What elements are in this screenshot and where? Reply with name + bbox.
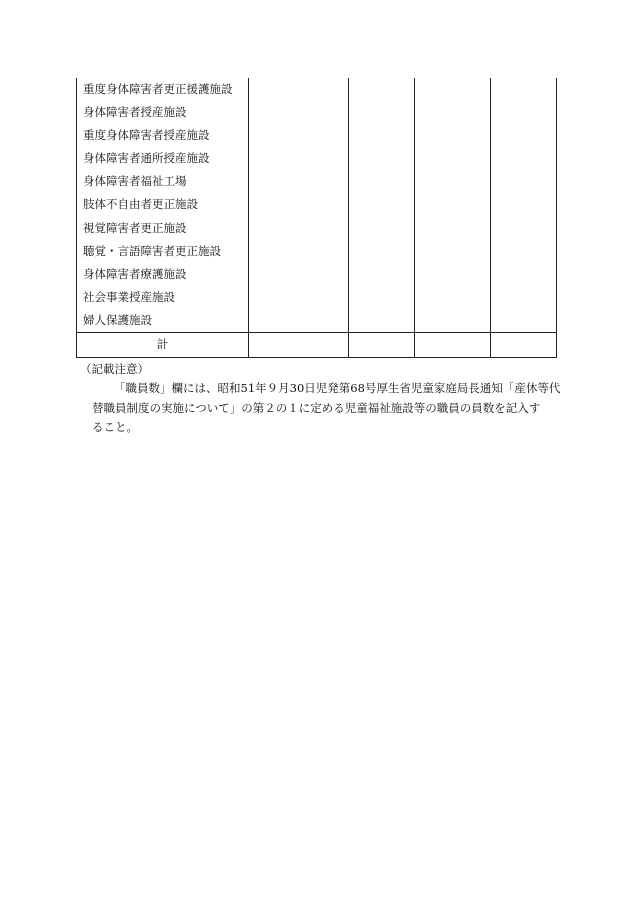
facility-name-cell: 肢体不自由者更正施設 [77,193,249,216]
value-cell [349,193,415,216]
total-value-cell [349,332,415,357]
value-cell [249,170,349,193]
facility-staff-table [76,78,557,358]
value-cell [415,263,491,286]
facility-name-cell: 社会事業授産施設 [77,286,249,309]
value-cell [491,240,557,263]
value-cell [491,124,557,147]
value-cell [349,263,415,286]
value-cell [349,216,415,239]
notes-heading: （記載注意） [80,362,149,376]
table-row [77,263,557,286]
value-cell [249,286,349,309]
table-row [77,124,557,147]
value-cell [349,170,415,193]
table-row [77,78,557,101]
table-row [77,101,557,124]
facility-name-cell: 重度身体障害者授産施設 [77,124,249,147]
value-cell [491,170,557,193]
facility-name-cell: 身体障害者福祉工場 [77,170,249,193]
value-cell [249,124,349,147]
facility-name-cell: 身体障害者療護施設 [77,263,249,286]
value-cell [249,101,349,124]
value-cell [415,286,491,309]
value-cell [349,101,415,124]
facility-name-cell: 身体障害者通所授産施設 [77,147,249,170]
table-row [77,193,557,216]
notes-body [92,379,561,438]
table-row [77,147,557,170]
value-cell [415,309,491,333]
value-cell [491,263,557,286]
value-cell [249,309,349,333]
table-row [77,216,557,239]
table-row [77,170,557,193]
value-cell [249,193,349,216]
value-cell [491,193,557,216]
value-cell [349,240,415,263]
value-cell [249,147,349,170]
value-cell [415,78,491,101]
value-cell [491,101,557,124]
value-cell [415,193,491,216]
notes-line: 替職員制度の実施について」の第２の１に定める児童福祉施設等の職員の員数を記入す [92,400,541,415]
value-cell [415,124,491,147]
value-cell [349,309,415,333]
facility-name-cell: 視覚障害者更正施設 [77,216,249,239]
value-cell [415,101,491,124]
value-cell [349,124,415,147]
value-cell [349,78,415,101]
value-cell [491,147,557,170]
value-cell [349,286,415,309]
table-row [77,309,557,333]
facility-name-cell: 聴覚・言語障害者更正施設 [77,240,249,263]
value-cell [249,216,349,239]
table-row [77,286,557,309]
notes-line: 「職員数」欄には、昭和51年９月30日児発第68号厚生省児童家庭局長通知「産休等代 [114,381,561,395]
facility-name-cell: 婦人保護施設 [77,309,249,333]
value-cell [249,263,349,286]
value-cell [415,240,491,263]
total-value-cell [249,332,349,357]
value-cell [415,216,491,239]
value-cell [249,240,349,263]
total-value-cell [491,332,557,357]
value-cell [415,147,491,170]
total-row [77,332,557,357]
value-cell [491,309,557,333]
value-cell [491,216,557,239]
table-row [77,240,557,263]
value-cell [415,170,491,193]
notes-line: ること。 [92,420,138,434]
value-cell [249,78,349,101]
total-value-cell [415,332,491,357]
value-cell [491,78,557,101]
value-cell [491,286,557,309]
value-cell [349,147,415,170]
facility-name-cell: 身体障害者授産施設 [77,101,249,124]
total-label: 計 [77,332,249,357]
facility-name-cell: 重度身体障害者更正援護施設 [77,78,249,101]
